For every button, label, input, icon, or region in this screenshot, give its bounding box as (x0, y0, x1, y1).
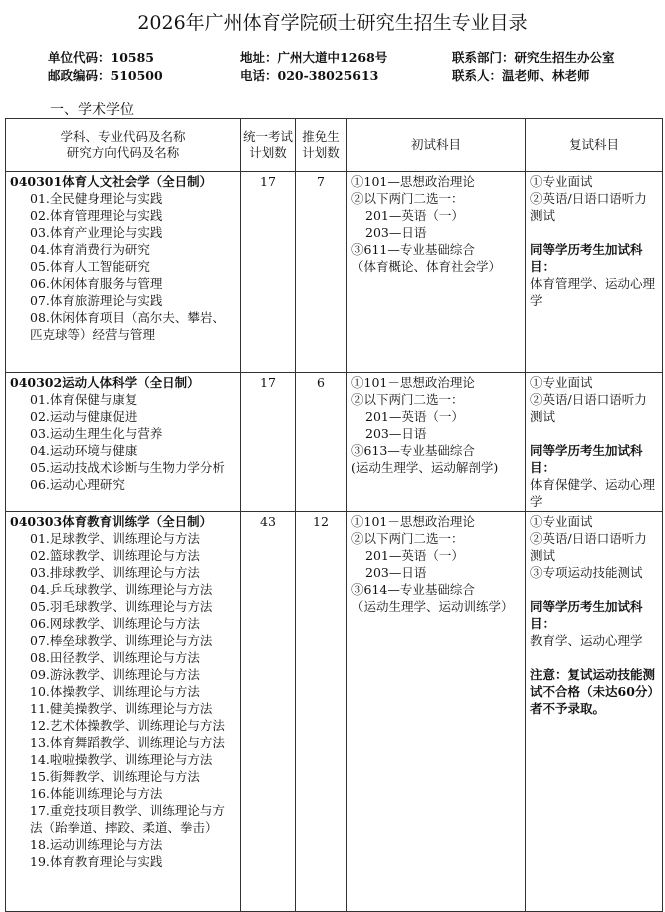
exam-plan: 17 (241, 373, 296, 512)
research-direction: 04.运动环境与健康 (30, 443, 138, 458)
page-title: 2026年广州体育学院硕士研究生招生专业目录 (137, 12, 528, 34)
extra-subjects: 体育管理学、运动心理学 (530, 276, 656, 308)
initial-subjects (347, 512, 526, 912)
initial-subject: ①101—思想政治理论 (351, 174, 475, 189)
initial-subject: 203—日语 (365, 565, 427, 580)
research-direction: 03.体育产业理论与实践 (30, 225, 163, 240)
research-direction: 02.运动与健康促进 (30, 409, 138, 424)
header-retest-subjects: 复试科目 (526, 119, 663, 172)
research-direction: 01.体育保健与康复 (30, 392, 138, 407)
table-row (6, 172, 663, 373)
retest-subject: ①专业面试 (530, 514, 593, 529)
initial-subject: ③614—专业基础综合 (351, 582, 475, 597)
extra-title: 同等学历考生加试科目： (530, 599, 643, 631)
research-direction: 13.体育舞蹈教学、训练理论与方法 (30, 735, 225, 750)
major-cell (6, 373, 241, 512)
catalog-table (5, 118, 663, 912)
research-direction: 05.羽毛球教学、训练理论与方法 (30, 599, 213, 614)
extra-subjects: 教育学、运动心理学 (530, 633, 643, 648)
initial-subject: 201—英语（一） (365, 548, 464, 563)
note: 注意：复试运动技能测试不合格（未达60分）者不予录取。 (530, 667, 656, 716)
research-direction: 03.排球教学、训练理论与方法 (30, 565, 200, 580)
retest-subject: ①专业面试 (530, 174, 593, 189)
retest-subject: ②英语/日语口语听力测试 (530, 191, 647, 223)
retest-subjects (526, 373, 663, 512)
major-cell (6, 172, 241, 373)
initial-subjects (347, 373, 526, 512)
info-right (452, 49, 615, 85)
research-direction: 02.篮球教学、训练理论与方法 (30, 548, 200, 563)
research-direction: 19.体育教育理论与实践 (30, 854, 163, 869)
initial-subject: ①101－思想政治理论 (351, 514, 475, 529)
research-direction: 05.体育人工智能研究 (30, 259, 150, 274)
address: 地址：广州大道中1268号 (240, 50, 388, 65)
research-direction: 08.休闲体育项目（高尔夫、攀岩、匹克球等）经营与管理 (30, 310, 225, 342)
header-recommend-plan: 推免生计划数 (296, 119, 347, 172)
header-initial-subjects: 初试科目 (347, 119, 526, 172)
research-direction: 08.田径教学、训练理论与方法 (30, 650, 200, 665)
extra-title: 同等学历考生加试科目： (530, 242, 643, 274)
initial-subject: ③611—专业基础综合 (351, 242, 475, 257)
initial-subject: ③613—专业基础综合 (351, 443, 475, 458)
research-direction: 06.网球教学、训练理论与方法 (30, 616, 200, 631)
initial-subject: （体育概论、体育社会学） (351, 259, 502, 274)
exam-plan: 17 (241, 172, 296, 373)
phone: 电话：020-38025613 (240, 68, 379, 83)
research-direction: 15.街舞教学、训练理论与方法 (30, 769, 200, 784)
initial-subject: ②以下两门二选一： (351, 531, 464, 546)
research-direction: 07.棒垒球教学、训练理论与方法 (30, 633, 213, 648)
section-heading: 一、学术学位 (50, 102, 134, 118)
retest-subjects (526, 172, 663, 373)
initial-subject: 203—日语 (365, 426, 427, 441)
header-major: 学科、专业代码及名称 研究方向代码及名称 (6, 119, 241, 172)
recommend-plan: 6 (296, 373, 347, 512)
recommend-plan: 7 (296, 172, 347, 373)
research-direction: 18.运动训练理论与方法 (30, 837, 163, 852)
recommend-plan: 12 (296, 512, 347, 912)
research-direction: 10.体操教学、训练理论与方法 (30, 684, 200, 699)
initial-subject: ①101－思想政治理论 (351, 375, 475, 390)
initial-subject: 201—英语（一） (365, 208, 464, 223)
research-direction: 12.艺术体操教学、训练理论与方法 (30, 718, 225, 733)
major-name: 040302运动人体科学（全日制） (10, 375, 200, 390)
research-direction: 06.休闲体育服务与管理 (30, 276, 163, 291)
initial-subject: ②以下两门二选一： (351, 191, 464, 206)
research-direction: 09.游泳教学、训练理论与方法 (30, 667, 200, 682)
major-name: 040301体育人文社会学（全日制） (10, 174, 213, 189)
info-middle (240, 49, 387, 85)
retest-subject: ②英语/日语口语听力测试 (530, 392, 647, 424)
initial-subject: 201—英语（一） (365, 409, 464, 424)
research-direction: 11.健美操教学、训练理论与方法 (30, 701, 213, 716)
exam-plan: 43 (241, 512, 296, 912)
header-exam-plan: 统一考试计划数 (241, 119, 296, 172)
research-direction: 06.运动心理研究 (30, 477, 125, 492)
retest-subject: ③专项运动技能测试 (530, 565, 643, 580)
table-row (6, 512, 663, 912)
table-row (6, 373, 663, 512)
research-direction: 14.啦啦操教学、训练理论与方法 (30, 752, 213, 767)
research-direction: 02.体育管理理论与实践 (30, 208, 163, 223)
major-cell (6, 512, 241, 912)
research-direction: 05.运动技战术诊断与生物力学分析 (30, 460, 225, 475)
research-direction: 16.体能训练理论与方法 (30, 786, 163, 801)
retest-subject: ①专业面试 (530, 375, 593, 390)
extra-subjects: 体育保健学、运动心理学 (530, 477, 656, 509)
major-name: 040303体育教育训练学（全日制） (10, 514, 213, 529)
contact: 联系人：温老师、林老师 (452, 68, 590, 83)
initial-subject: (运动生理学、运动解剖学) (351, 460, 499, 475)
initial-subjects (347, 172, 526, 373)
retest-subject: ②英语/日语口语听力测试 (530, 531, 647, 563)
initial-subject: 203—日语 (365, 225, 427, 240)
research-direction: 04.体育消费行为研究 (30, 242, 150, 257)
initial-subject: ②以下两门二选一： (351, 392, 464, 407)
initial-subject: （运动生理学、运动训练学） (351, 599, 514, 614)
research-direction: 04.乒乓球教学、训练理论与方法 (30, 582, 213, 597)
research-direction: 01.足球教学、训练理论与方法 (30, 531, 200, 546)
postal-code: 邮政编码：510500 (48, 68, 163, 83)
extra-title: 同等学历考生加试科目： (530, 443, 643, 475)
unit-code: 单位代码：10585 (48, 50, 154, 65)
research-direction: 03.运动生理生化与营养 (30, 426, 163, 441)
research-direction: 07.体育旅游理论与实践 (30, 293, 163, 308)
retest-subjects (526, 512, 663, 912)
research-direction: 17.重竞技项目教学、训练理论与方法（跆拳道、摔跤、柔道、拳击） (30, 803, 225, 835)
info-left (48, 49, 163, 85)
department: 联系部门：研究生招生办公室 (452, 50, 615, 65)
research-direction: 01.全民健身理论与实践 (30, 191, 163, 206)
table-header (6, 119, 663, 172)
